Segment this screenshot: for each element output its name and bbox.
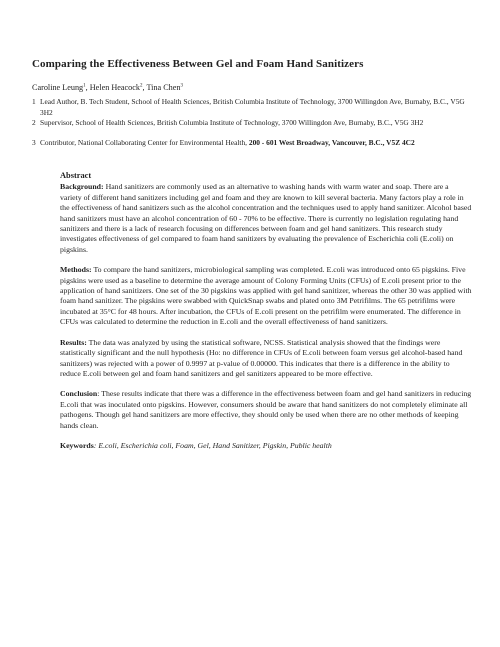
affiliation-text-wrap: [32, 138, 472, 149]
methods-paragraph: [60, 265, 472, 327]
conclusion-label: Conclusion: [60, 389, 98, 399]
author-name: Tina Chen: [146, 83, 181, 92]
author-superscript: 2: [139, 83, 143, 89]
affiliation-text: Lead Author, B. Tech Student, School of Health Sciences, British Columbia Institute of Technology, 3700 Willingdon Ave, Burnaby, B.C., V5G 3H2: [40, 97, 465, 117]
abstract-heading: Abstract: [60, 171, 92, 180]
author-superscript: 1: [83, 83, 86, 89]
author-superscript: 3: [180, 83, 183, 89]
methods-label: Methods:: [60, 265, 92, 275]
abstract-section: [60, 171, 472, 461]
affiliation: [32, 138, 472, 149]
paper-title: Comparing the Effectiveness Between Gel and Foam Hand Sanitizers: [32, 58, 364, 70]
background-paragraph: [60, 182, 472, 255]
affiliation-number: 2: [32, 118, 36, 127]
affiliation: [32, 118, 472, 129]
results-text: The data was analyzed by using the statistical software, NCSS. Statistical analysis showed that the findings were statistically significant and the null hypothesis (Ho: no difference in CFUs of E.coli between foam versus gel alcohol-based hand sanitizers) was rejected with a power of 0.9997 at p-value of 0.00000. This indicates that there is a difference in the ability to reduce E.coli between gel and foam hand sanitizers and gel sanitizers appeared to be more effective.: [60, 337, 463, 378]
affiliation-address: 200 - 601 West Broadway, Vancouver, B.C., V5Z 4C2: [248, 138, 415, 147]
results-label: Results:: [60, 337, 87, 347]
methods-text: To compare the hand sanitizers, microbiological sampling was completed. E.coli was introduced onto 65 pigskins. Five pigskins were used as a baseline to determine the average amount of Colony Forming Units (CFUs) of E.coli present prior to the application of hand sanitizers. One set of the 30 pigskins was applied with gel hand sanitizer, whereas the other 30 was applied with foam hand sanitizer. The pigskins were swabbed with QuickSnap swabs and plated onto 3M Petrifilms. The 65 petrifilms were incubated at 35°C for 48 hours. After incubation, the CFUs of E.coli present on the petrifilm were enumerated. The difference in CFUs was calculated to determine the reduction in E.coli and the overall effectiveness of hand sanitizers.: [60, 265, 472, 327]
background-label: Background:: [60, 182, 104, 192]
conclusion-text: : These results indicate that there was a difference in the effectiveness between foam and gel hand sanitizers in reducing E.coli that was inoculated onto pigskins. However, consumers should be aware that hand sanitizers do not completely eliminate all pathogens. Though gel hand sanitizers are more effective, they should only be used when there are no other methods of keeping hands clean.: [60, 389, 472, 430]
affiliation: [32, 97, 472, 118]
background-text: Hand sanitizers are commonly used as an alternative to washing hands with warm water and soap. There are a variety of different hand sanitizers including gel and foam and they are known to kill several bacteria. Many factors play a role in the effectiveness of hand sanitizers such as the alcohol concentration and the techniques used to apply hand sanitizer. Alcohol based hand sanitizers must have an alcohol concentration of 60 - 70% to be effective. There is currently no legislation regulating hand sanitizers and there is a lack of research focusing on differences between foam and gel hand sanitizers. This research study investigates effectiveness of gel compared to foam hand sanitizers by evaluating the prevalence of Escherichia coli (E.coli) on pigskins.: [60, 182, 472, 254]
affiliation-number: 1: [32, 97, 36, 106]
keywords-text: : E.coli, Escherichia coli, Foam, Gel, Hand Sanitizer, Pigskin, Public health: [93, 440, 332, 450]
author-name: Helen Heacock: [89, 83, 140, 92]
author-name: Caroline Leung: [32, 83, 84, 92]
keywords-label: Keywords: [60, 440, 94, 450]
conclusion-paragraph: [60, 389, 472, 431]
affiliation-text: Contributor, National Collaborating Center for Environmental Health,: [40, 138, 248, 147]
keywords-paragraph: [60, 441, 472, 451]
author-line: Caroline Leung$^1$, Helen Heacock$^2$, Tina Chen$^3$: [32, 83, 183, 92]
affiliation-text: Supervisor, School of Health Sciences, British Columbia Institute of Technology, 3700 Willingdon Ave, Burnaby, B.C., V5G 3H2: [40, 118, 424, 127]
affiliation-number: 3: [32, 138, 36, 147]
results-paragraph: [60, 338, 472, 380]
